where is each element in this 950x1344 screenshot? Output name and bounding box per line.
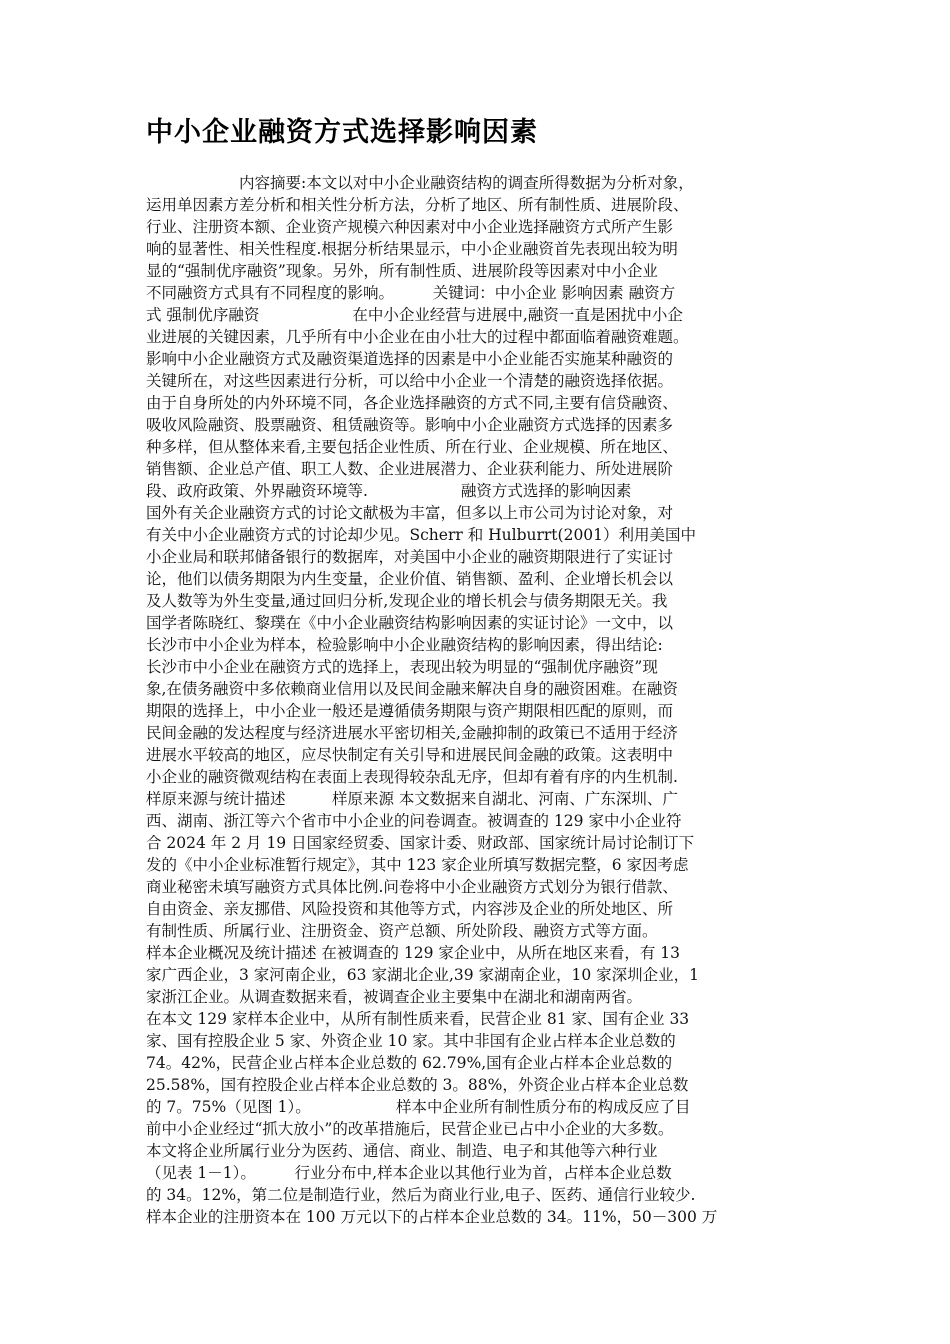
text-line: 行业、注册资本额、企业资产规模六种因素对中小企业选择融资方式所产生影 bbox=[146, 218, 674, 236]
text-line: 小企业的融资微观结构在表面上表现得较杂乱无序，但却有着有序的内生机制. bbox=[146, 768, 678, 786]
text-line: 运用单因素方差分析和相关性分析方法，分析了地区、所有制性质、进展阶段、 bbox=[146, 196, 689, 214]
text-line: 长沙市中小企业在融资方式的选择上，表现出较为明显的“强制优序融资”现 bbox=[146, 658, 658, 676]
text-line: 前中小企业经过“抓大放小”的改革措施后，民营企业已占中小企业的大多数。 bbox=[146, 1120, 674, 1138]
text-line: 25.58%，国有控股企业占样本企业总数的 3。88%，外资企业占样本企业总数 bbox=[146, 1076, 689, 1094]
text-line: 的 34。12%，第二位是制造行业，然后为商业行业,电子、医药、通信行业较少. bbox=[146, 1186, 696, 1204]
text-line: 样本企业概况及统计描述 在被调查的 129 家企业中，从所在地区来看，有 13 bbox=[146, 944, 681, 962]
text-line: 合 2024 年 2 月 19 日国家经贸委、国家计委、财政部、国家统计局讨论制订下 bbox=[146, 834, 695, 852]
text-line: 自由资金、亲友挪借、风险投资和其他等方式，内容涉及企业的所处地区、所 bbox=[146, 900, 674, 918]
text-line: 长沙市中小企业为样本，检验影响中小企业融资结构的影响因素，得出结论: bbox=[146, 636, 663, 654]
text-line: 不同融资方式具有不同程度的影响。 关键词：中小企业 影响因素 融资方 bbox=[146, 284, 676, 302]
text-line: 小企业局和联邦储备银行的数据库，对美国中小企业的融资期限进行了实证讨 bbox=[146, 548, 674, 566]
text-line: 家广西企业，3 家河南企业，63 家湖北企业,39 家湖南企业，10 家深圳企业，1 bbox=[146, 966, 700, 984]
text-line: 国学者陈晓红、黎璞在《中小企业融资结构影响因素的实证讨论》一文中，以 bbox=[146, 614, 674, 632]
text-line: 段、政府政策、外界融资环境等. 融资方式选择的影响因素 bbox=[146, 482, 632, 500]
text-line: 由于自身所处的内外环境不同，各企业选择融资的方式不同,主要有信贷融资、 bbox=[146, 394, 678, 412]
text-line: 响的显著性、相关性程度.根据分析结果显示，中小企业融资首先表现出较为明 bbox=[146, 240, 678, 258]
text-line: （见表 1－1）。 行业分布中,样本企业以其他行业为首，占样本企业总数 bbox=[146, 1164, 672, 1182]
text-line: 商业秘密未填写融资方式具体比例.问卷将中小企业融资方式划分为银行借款、 bbox=[146, 878, 678, 896]
text-line: 及人数等为外生变量,通过回归分析,发现企业的增长机会与债务期限无关。我 bbox=[146, 592, 668, 610]
text-line: 在本文 129 家样本企业中，从所有制性质来看，民营企业 81 家、国有企业 33 bbox=[146, 1010, 690, 1028]
text-line: 家浙江企业。从调查数据来看，被调查企业主要集中在湖北和湖南两省。 bbox=[146, 988, 643, 1006]
document-title: 中小企业融资方式选择影响因素 bbox=[146, 117, 538, 148]
document-body bbox=[146, 172, 810, 1228]
text-line: 本文将企业所属行业分为医药、通信、商业、制造、电子和其他等六种行业 bbox=[146, 1142, 658, 1160]
text-line: 显的“强制优序融资”现象。另外，所有制性质、进展阶段等因素对中小企业 bbox=[146, 262, 658, 280]
text-line: 论，他们以债务期限为内生变量，企业价值、销售额、盈利、企业增长机会以 bbox=[146, 570, 674, 588]
text-line: 样本企业的注册资本在 100 万元以下的占样本企业总数的 34。11%，50－300 万 bbox=[146, 1208, 718, 1226]
text-line: 有关中小企业融资方式的讨论却少见。Scherr 和 Hulburrt(2001）利用美国中 bbox=[146, 526, 697, 544]
text-line: 期限的选择上，中小企业一般还是遵循债务期限与资产期限相匹配的原则，而 bbox=[146, 702, 674, 720]
text-line: 象,在债务融资中多依赖商业信用以及民间金融来解决自身的融资困难。在融资 bbox=[146, 680, 678, 698]
text-line: 关键所在，对这些因素进行分析，可以给中小企业一个清楚的融资选择依据。 bbox=[146, 372, 674, 390]
text-line: 进展水平较高的地区，应尽快制定有关引导和进展民间金融的政策。这表明中 bbox=[146, 746, 674, 764]
text-line: 种多样，但从整体来看,主要包括企业性质、所在行业、企业规模、所在地区、 bbox=[146, 438, 678, 456]
text-line: 发的《中小企业标准暂行规定》，其中 123 家企业所填写数据完整，6 家因考虑 bbox=[146, 856, 689, 874]
text-line: 影响中小企业融资方式及融资渠道选择的因素是中小企业能否实施某种融资的 bbox=[146, 350, 674, 368]
text-line: 74。42%，民营企业占样本企业总数的 62.79%,国有企业占样本企业总数的 bbox=[146, 1054, 673, 1072]
text-line: 的 7。75%（见图 1）。 样本中企业所有制性质分布的构成反应了目 bbox=[146, 1098, 691, 1116]
text-line: 民间金融的发达程度与经济进展水平密切相关,金融抑制的政策已不适用于经济 bbox=[146, 724, 678, 742]
text-line: 家、国有控股企业 5 家、外资企业 10 家。其中非国有企业占样本企业总数的 bbox=[146, 1032, 676, 1050]
text-line: 国外有关企业融资方式的讨论文献极为丰富，但多以上市公司为讨论对象，对 bbox=[146, 504, 674, 522]
text-line: 式 强制优序融资 在中小企业经营与进展中,融资一直是困扰中小企 bbox=[146, 306, 683, 324]
text-line: 内容摘要:本文以对中小企业融资结构的调查所得数据为分析对象， bbox=[146, 174, 694, 192]
text-line: 业进展的关键因素，几乎所有中小企业在由小壮大的过程中都面临着融资难题。 bbox=[146, 328, 689, 346]
text-line: 销售额、企业总产值、职工人数、企业进展潜力、企业获利能力、所处进展阶 bbox=[146, 460, 674, 478]
text-line: 有制性质、所属行业、注册资金、资产总额、所处阶段、融资方式等方面。 bbox=[146, 922, 658, 940]
text-line: 样原来源与统计描述 样原来源 本文数据来自湖北、河南、广东深圳、广 bbox=[146, 790, 678, 808]
text-line: 西、湖南、浙江等六个省市中小企业的问卷调查。被调查的 129 家中小企业符 bbox=[146, 812, 682, 830]
text-line: 吸收风险融资、股票融资、租赁融资等。影响中小企业融资方式选择的因素多 bbox=[146, 416, 674, 434]
